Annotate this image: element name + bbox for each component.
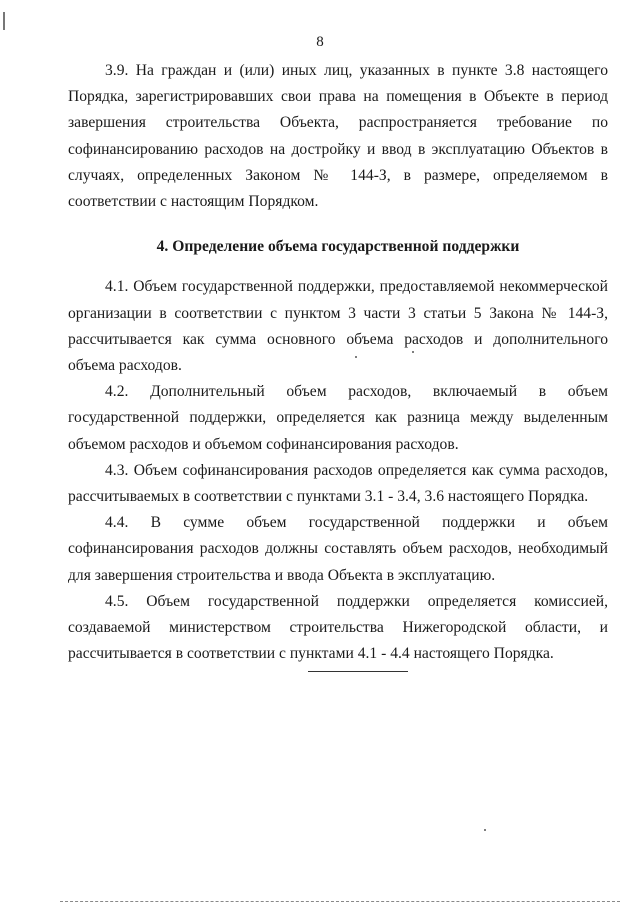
paragraph-4-4: 4.4. В сумме объем государственной поддержки и объем софинансирования расходов должны составлять объем расходов, необходимый для завершения строительства и ввода Объекта в эксплуатацию. <box>68 514 608 584</box>
section-heading-4: 4. Определение объема государственной поддержки <box>156 238 520 256</box>
document-body <box>68 58 608 667</box>
paragraph-4-1: 4.1. Объем государственной поддержки, предоставляемой некоммерческой организации в соответствии с пунктом 3 части 3 статьи 5 Закона № 144-З, рассчитывается как сумма основного объема расходов и дополнительного объема расходов. <box>68 278 608 375</box>
end-separator-line <box>308 671 408 672</box>
paragraph-4-5: 4.5. Объем государственной поддержки определяется комиссией, создаваемой министерством строительства Нижегородской области, и рассчитывается в соответствии с пунктами 4.1 - 4.4 настоящего Порядка. <box>68 592 608 663</box>
paragraph-3-9: 3.9. На граждан и (или) иных лиц, указанных в пункте 3.8 настоящего Порядка, зарегистрировавших свои права на помещения в Объекте в период завершения строительства Объекта, распространяется требование по софинансированию расходов на достройку и ввод в эксплуатацию Объектов в случаях, определенных Законом № 144-З, в размере, определяемом в соответствии с настоящим Порядком. <box>68 62 608 211</box>
paragraph-4-3: 4.3. Объем софинансирования расходов определяется как сумма расходов, рассчитываемых в соответствии с пунктами 3.1 - 3.4, 3.6 настоящего Порядка. <box>68 461 608 506</box>
scan-speck <box>484 829 486 831</box>
scan-bottom-edge <box>60 901 620 902</box>
scan-edge-mark <box>3 12 5 30</box>
paragraph-4-2: 4.2. Дополнительный объем расходов, включаемый в объем государственной поддержки, определяется как разница между выделенным объемом расходов и объемом софинансирования расходов. <box>68 383 608 453</box>
page-number: 8 <box>316 34 324 50</box>
